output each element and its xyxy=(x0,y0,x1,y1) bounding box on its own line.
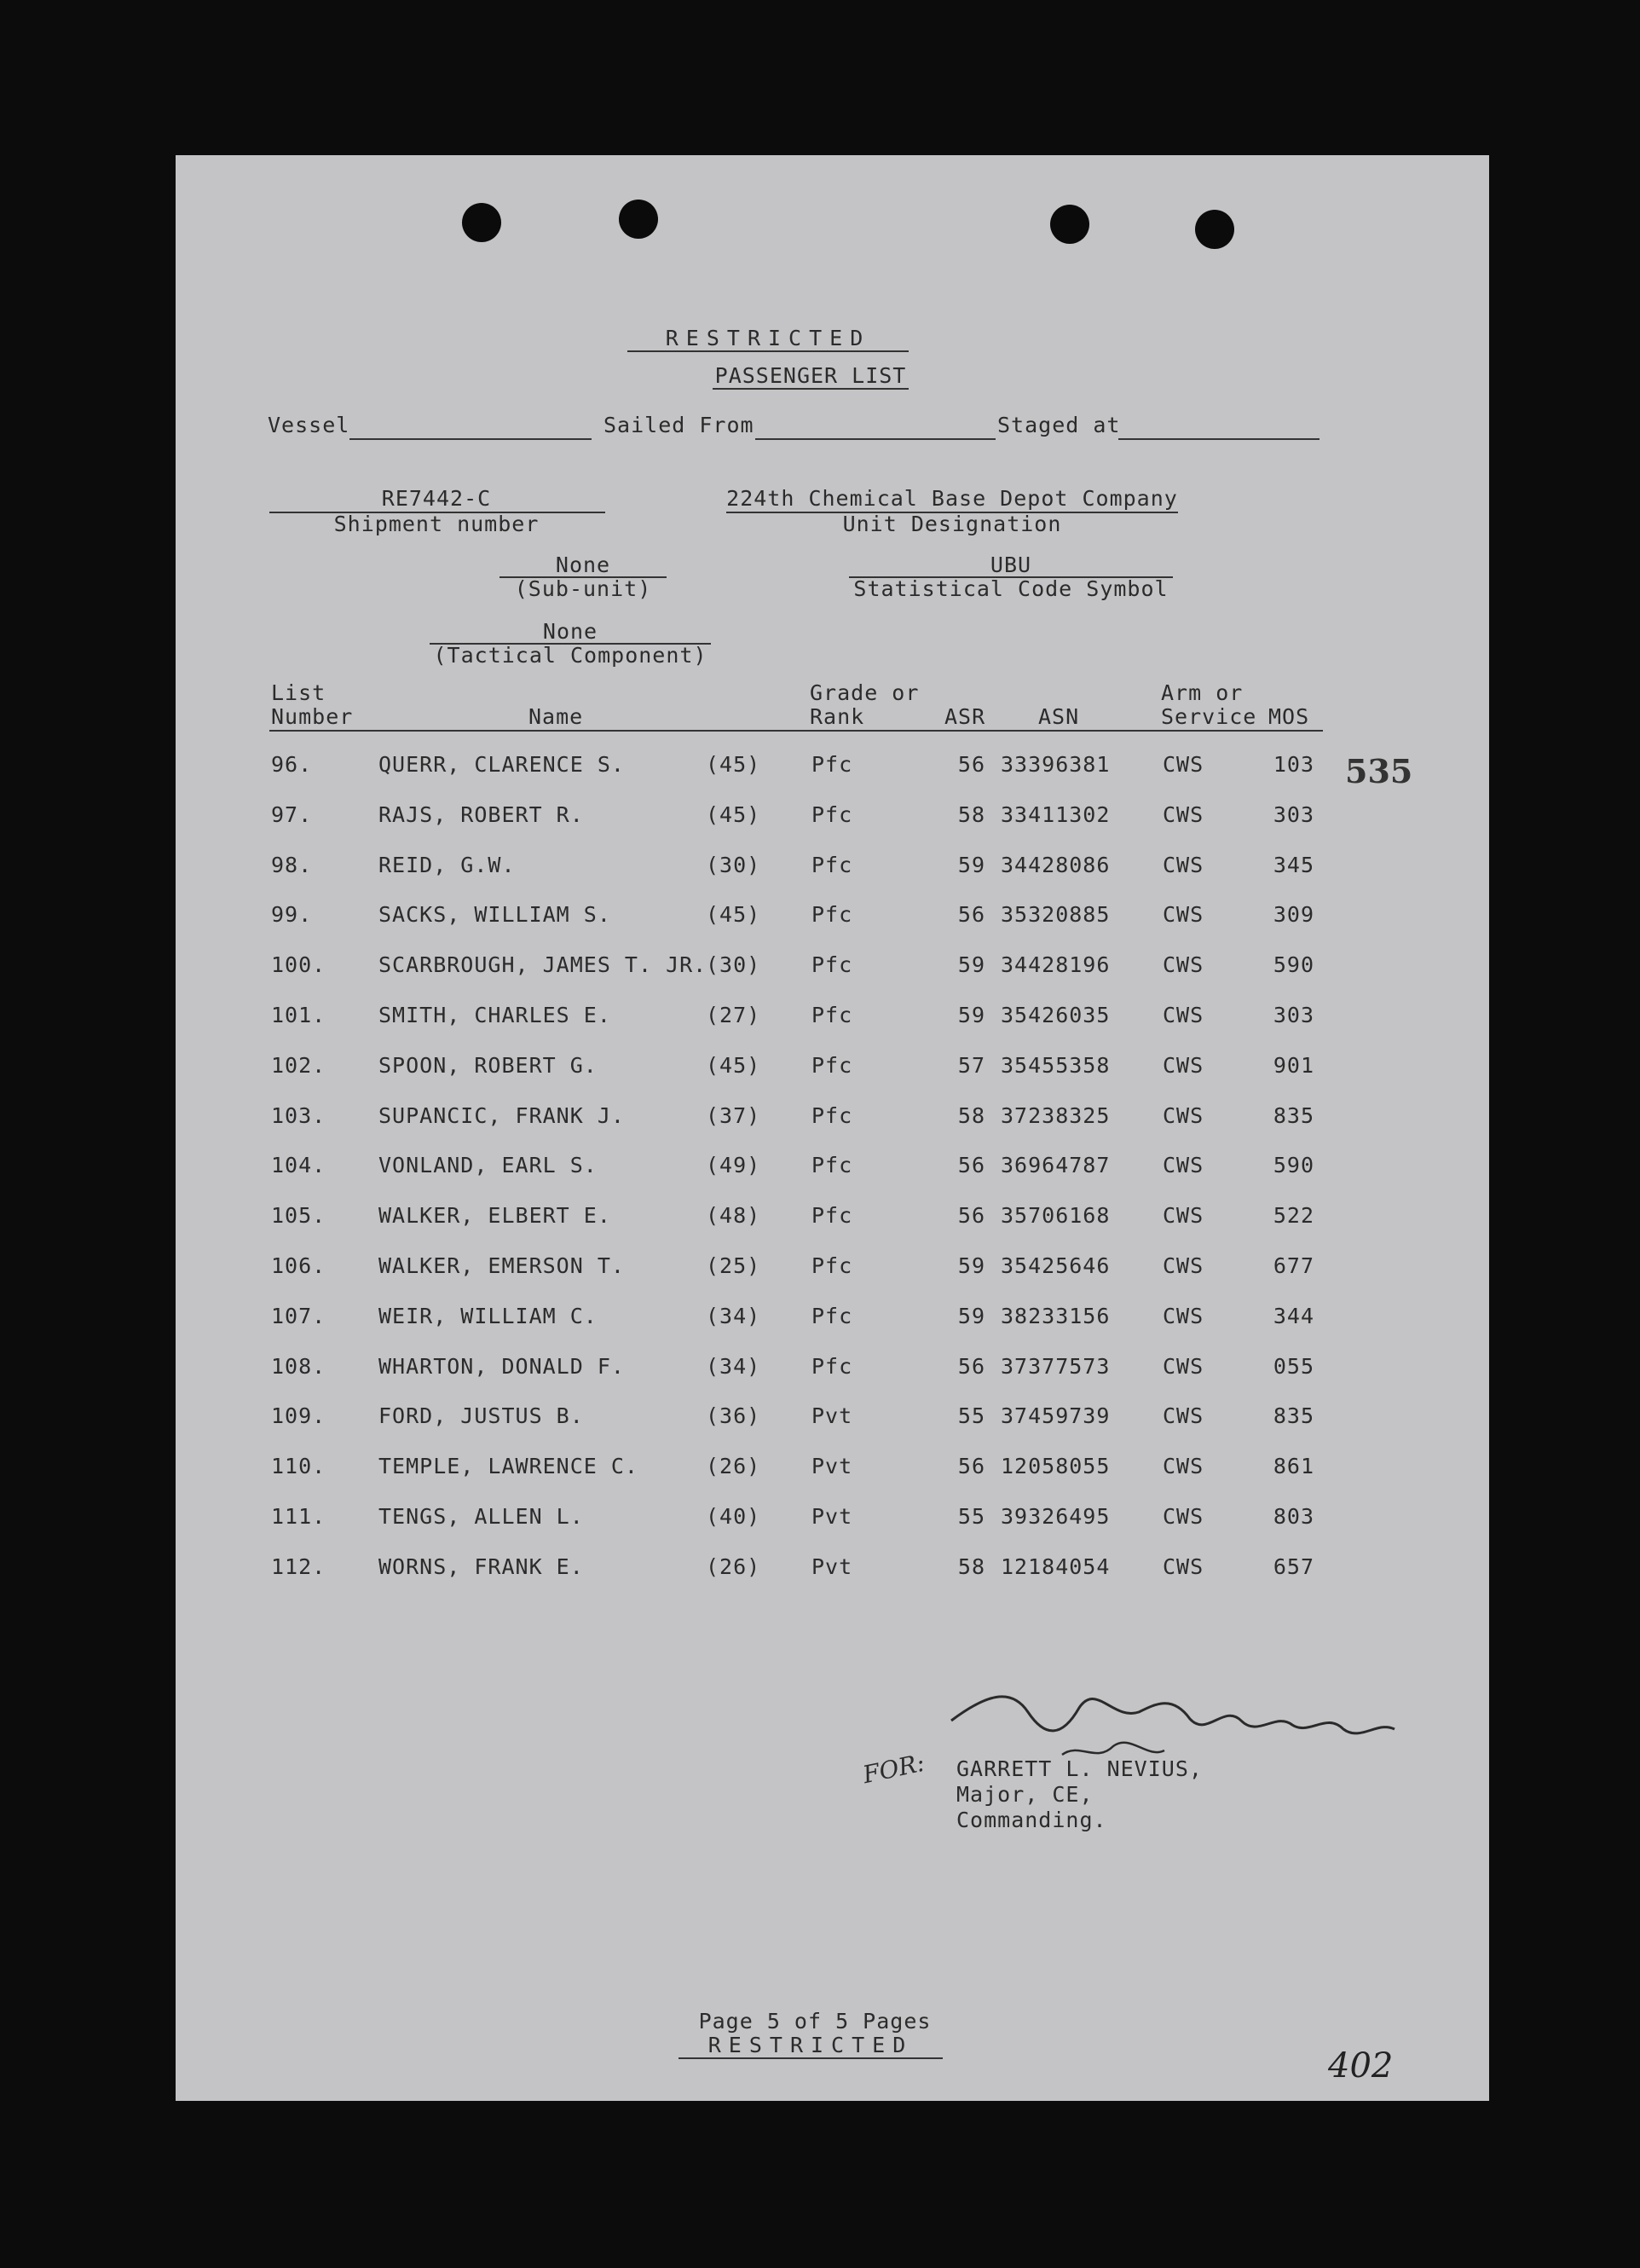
row-age: (30) xyxy=(706,952,761,978)
row-name: WORNS, FRANK E. xyxy=(378,1553,584,1579)
shipment-number-label: Shipment number xyxy=(333,512,540,536)
row-name: WALKER, EMERSON T. xyxy=(378,1253,625,1278)
row-mos: 345 xyxy=(1273,852,1314,877)
header-asr: ASR xyxy=(944,704,986,729)
row-num: 112. xyxy=(271,1553,326,1579)
row-name: QUERR, CLARENCE S. xyxy=(378,752,625,777)
row-mos: 835 xyxy=(1273,1102,1314,1128)
header-mos: MOS xyxy=(1268,704,1310,729)
row-age: (45) xyxy=(706,902,761,928)
row-num: 97. xyxy=(271,801,313,827)
row-asn: 38233156 xyxy=(1001,1303,1111,1328)
row-num: 98. xyxy=(271,852,313,877)
row-arm: CWS xyxy=(1163,1102,1204,1128)
row-mos: 303 xyxy=(1273,801,1314,827)
row-mos: 522 xyxy=(1273,1203,1314,1229)
unit-designation: 224th Chemical Base Depot Company xyxy=(726,486,1178,511)
row-num: 111. xyxy=(271,1504,326,1529)
row-arm: CWS xyxy=(1163,1003,1204,1027)
classification-top: RESTRICTED xyxy=(627,326,909,352)
row-age: (45) xyxy=(706,801,761,827)
row-asr: 58 xyxy=(957,801,985,827)
row-asr: 56 xyxy=(957,752,985,777)
row-grade: Pfc xyxy=(811,1253,853,1278)
sub-unit: None xyxy=(555,553,611,577)
row-asr: 55 xyxy=(957,1403,985,1429)
sub-unit-label: (Sub-unit) xyxy=(514,576,652,601)
row-asn: 37459739 xyxy=(1001,1403,1111,1429)
row-grade: Pfc xyxy=(811,1353,853,1379)
row-arm: CWS xyxy=(1163,1504,1204,1529)
row-name: SUPANCIC, FRANK J. xyxy=(378,1102,625,1128)
row-num: 96. xyxy=(271,752,313,777)
signatory-rank: Major, CE, xyxy=(956,1782,1094,1807)
row-arm: CWS xyxy=(1163,1353,1204,1379)
row-arm: CWS xyxy=(1163,1403,1204,1429)
row-asr: 58 xyxy=(957,1553,985,1579)
document-title: PASSENGER LIST xyxy=(713,363,909,390)
row-num: 100. xyxy=(271,952,326,978)
row-age: (34) xyxy=(706,1303,761,1328)
row-mos: 344 xyxy=(1273,1303,1314,1328)
vessel-line xyxy=(349,438,592,440)
row-asn: 35455358 xyxy=(1001,1052,1111,1078)
row-asn: 37238325 xyxy=(1001,1102,1111,1128)
unit-designation-label: Unit Designation xyxy=(842,512,1062,536)
row-grade: Pfc xyxy=(811,952,853,978)
row-age: (48) xyxy=(706,1203,761,1229)
row-asr: 56 xyxy=(957,1353,985,1379)
row-asr: 59 xyxy=(957,1303,985,1328)
tactical-component: None xyxy=(542,619,598,644)
header-rule xyxy=(269,730,1323,732)
row-asr: 59 xyxy=(957,1253,985,1278)
row-arm: CWS xyxy=(1163,952,1204,978)
row-name: FORD, JUSTUS B. xyxy=(378,1403,584,1429)
row-age: (26) xyxy=(706,1553,761,1579)
row-asr: 59 xyxy=(957,852,985,877)
row-mos: 901 xyxy=(1273,1052,1314,1078)
row-asn: 12058055 xyxy=(1001,1454,1111,1479)
row-age: (26) xyxy=(706,1454,761,1479)
row-arm: CWS xyxy=(1163,801,1204,827)
row-asr: 58 xyxy=(957,1102,985,1128)
row-arm: CWS xyxy=(1163,902,1204,928)
row-age: (37) xyxy=(706,1102,761,1128)
row-mos: 103 xyxy=(1273,752,1314,777)
sailed-from-label: Sailed From xyxy=(603,413,754,437)
row-grade: Pfc xyxy=(811,801,853,827)
row-asn: 33396381 xyxy=(1001,752,1111,777)
row-asr: 56 xyxy=(957,1454,985,1479)
statistical-code-label: Statistical Code Symbol xyxy=(853,576,1169,601)
staged-at-label: Staged at xyxy=(997,413,1121,437)
row-asn: 35320885 xyxy=(1001,902,1111,928)
header-service: Service xyxy=(1161,704,1257,729)
statistical-code: UBU xyxy=(990,553,1032,577)
row-asn: 39326495 xyxy=(1001,1504,1111,1529)
row-asr: 57 xyxy=(957,1052,985,1078)
header-rank: Rank xyxy=(810,704,865,729)
row-num: 109. xyxy=(271,1403,326,1429)
row-age: (40) xyxy=(706,1504,761,1529)
row-arm: CWS xyxy=(1163,1203,1204,1229)
row-grade: Pfc xyxy=(811,1003,853,1027)
punch-hole-1 xyxy=(462,203,501,242)
row-asn: 36964787 xyxy=(1001,1153,1111,1178)
row-asn: 37377573 xyxy=(1001,1353,1111,1379)
signatory-name: GARRETT L. NEVIUS, xyxy=(956,1756,1203,1781)
punch-hole-4 xyxy=(1195,210,1234,249)
row-asr: 56 xyxy=(957,902,985,928)
row-age: (30) xyxy=(706,852,761,877)
row-grade: Pfc xyxy=(811,1102,853,1128)
row-grade: Pfc xyxy=(811,1303,853,1328)
row-name: TENGS, ALLEN L. xyxy=(378,1504,584,1529)
row-asn: 35426035 xyxy=(1001,1003,1111,1027)
row-name: TEMPLE, LAWRENCE C. xyxy=(378,1454,638,1479)
row-asr: 56 xyxy=(957,1153,985,1178)
row-age: (27) xyxy=(706,1003,761,1027)
sailed-from-line xyxy=(755,438,996,440)
row-age: (49) xyxy=(706,1153,761,1178)
row-grade: Pvt xyxy=(811,1553,853,1579)
row-asn: 35706168 xyxy=(1001,1203,1111,1229)
stamp-number: 535 xyxy=(1345,752,1413,790)
row-name: REID, G.W. xyxy=(378,852,516,877)
tactical-component-label: (Tactical Component) xyxy=(433,643,707,668)
row-arm: CWS xyxy=(1163,1454,1204,1479)
row-mos: 657 xyxy=(1273,1553,1314,1579)
page-indicator: Page 5 of 5 Pages xyxy=(698,2009,932,2034)
row-age: (36) xyxy=(706,1403,761,1429)
row-mos: 309 xyxy=(1273,902,1314,928)
header-name: Name xyxy=(528,704,584,729)
document-sheet xyxy=(176,155,1489,2101)
row-mos: 590 xyxy=(1273,952,1314,978)
row-mos: 055 xyxy=(1273,1353,1314,1379)
row-name: WALKER, ELBERT E. xyxy=(378,1203,611,1229)
row-name: SCARBROUGH, JAMES T. JR. xyxy=(378,952,707,978)
row-arm: CWS xyxy=(1163,1153,1204,1178)
row-mos: 803 xyxy=(1273,1504,1314,1529)
row-arm: CWS xyxy=(1163,752,1204,777)
header-grade-or: Grade or xyxy=(810,680,920,705)
row-grade: Pvt xyxy=(811,1454,853,1479)
row-num: 104. xyxy=(271,1153,326,1178)
row-name: RAJS, ROBERT R. xyxy=(378,801,584,827)
row-age: (45) xyxy=(706,1052,761,1078)
row-mos: 590 xyxy=(1273,1153,1314,1178)
signatory-role: Commanding. xyxy=(956,1808,1107,1832)
punch-hole-2 xyxy=(619,200,658,239)
header-list: List xyxy=(271,680,326,705)
handwritten-page-number: 402 xyxy=(1328,2046,1394,2086)
row-asn: 35425646 xyxy=(1001,1253,1111,1278)
row-name: SACKS, WILLIAM S. xyxy=(378,902,611,928)
row-asn: 34428086 xyxy=(1001,852,1111,877)
row-arm: CWS xyxy=(1163,1052,1204,1078)
row-num: 103. xyxy=(271,1102,326,1128)
row-num: 107. xyxy=(271,1303,326,1328)
row-asr: 56 xyxy=(957,1203,985,1229)
vessel-label: Vessel xyxy=(268,413,350,437)
row-age: (45) xyxy=(706,752,761,777)
row-grade: Pvt xyxy=(811,1504,853,1529)
header-arm-or: Arm or xyxy=(1161,680,1244,705)
row-grade: Pfc xyxy=(811,752,853,777)
row-name: VONLAND, EARL S. xyxy=(378,1153,598,1178)
row-num: 106. xyxy=(271,1253,326,1278)
row-num: 102. xyxy=(271,1052,326,1078)
row-name: SPOON, ROBERT G. xyxy=(378,1052,598,1078)
row-num: 99. xyxy=(271,902,313,928)
row-name: WEIR, WILLIAM C. xyxy=(378,1303,598,1328)
row-name: SMITH, CHARLES E. xyxy=(378,1003,611,1027)
row-age: (25) xyxy=(706,1253,761,1278)
row-asr: 55 xyxy=(957,1504,985,1529)
row-grade: Pfc xyxy=(811,852,853,877)
row-grade: Pfc xyxy=(811,1203,853,1229)
header-asn: ASN xyxy=(1038,704,1080,729)
row-mos: 861 xyxy=(1273,1454,1314,1479)
shipment-number: RE7442-C xyxy=(381,486,492,511)
punch-hole-3 xyxy=(1050,205,1089,244)
row-num: 110. xyxy=(271,1454,326,1479)
row-asn: 33411302 xyxy=(1001,801,1111,827)
row-arm: CWS xyxy=(1163,852,1204,877)
row-grade: Pfc xyxy=(811,902,853,928)
row-mos: 677 xyxy=(1273,1253,1314,1278)
header-number: Number xyxy=(271,704,354,729)
row-num: 105. xyxy=(271,1203,326,1229)
row-mos: 303 xyxy=(1273,1003,1314,1027)
row-asr: 59 xyxy=(957,1003,985,1027)
row-arm: CWS xyxy=(1163,1253,1204,1278)
row-asr: 59 xyxy=(957,952,985,978)
staged-at-line xyxy=(1118,438,1320,440)
row-name: WHARTON, DONALD F. xyxy=(378,1353,625,1379)
row-arm: CWS xyxy=(1163,1553,1204,1579)
row-asn: 34428196 xyxy=(1001,952,1111,978)
signature-for: FOR: xyxy=(860,1748,927,1790)
row-grade: Pfc xyxy=(811,1153,853,1178)
classification-bottom: RESTRICTED xyxy=(679,2033,943,2059)
row-grade: Pfc xyxy=(811,1052,853,1078)
row-mos: 835 xyxy=(1273,1403,1314,1429)
row-num: 108. xyxy=(271,1353,326,1379)
row-num: 101. xyxy=(271,1003,326,1027)
row-grade: Pvt xyxy=(811,1403,853,1429)
row-asn: 12184054 xyxy=(1001,1553,1111,1579)
row-arm: CWS xyxy=(1163,1303,1204,1328)
row-age: (34) xyxy=(706,1353,761,1379)
